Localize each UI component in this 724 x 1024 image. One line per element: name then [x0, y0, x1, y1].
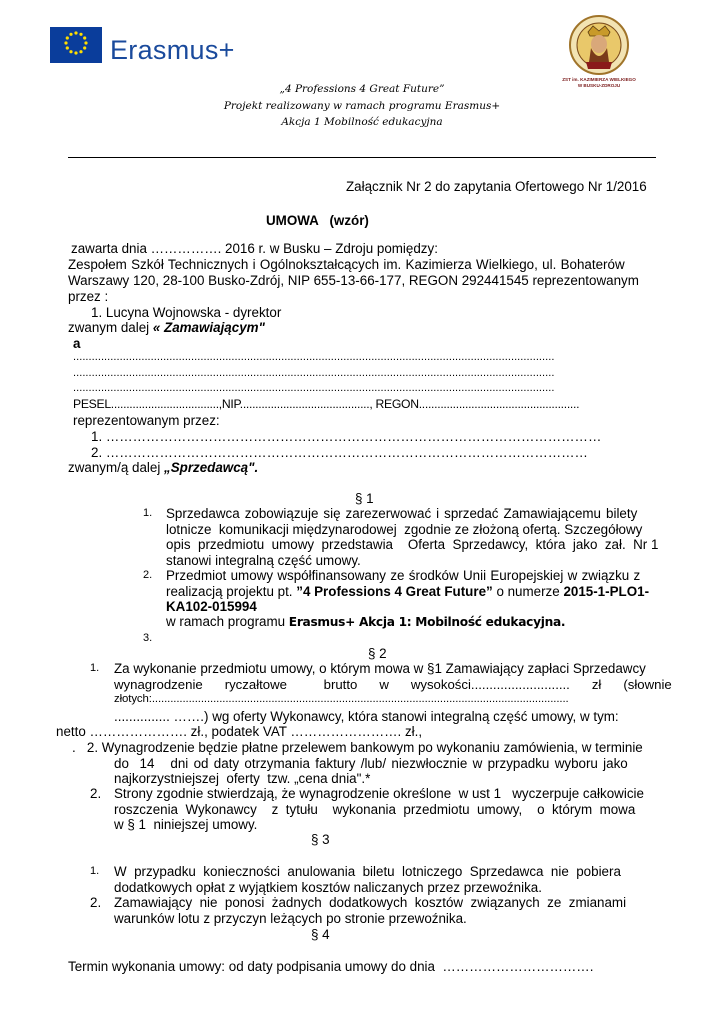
- s2-num-2: 2.: [90, 786, 102, 801]
- seller-rep-1: 1. …………………………………………………………………………………………………: [91, 429, 602, 444]
- seller-prefix: zwanym/ą dalej: [68, 460, 165, 475]
- completion-term: Termin wykonania umowy: od daty podpisania umowy do dnia …………………………….: [68, 959, 594, 974]
- project-program: Projekt realizowany w ramach programu Erasmus+: [223, 100, 501, 112]
- school-line-1: Zespołem Szkół Technicznych i Ogólnokształcących im. Kazimierza Wielkiego, ul. Bohaterów: [68, 257, 625, 272]
- annex-label: Załącznik Nr 2 do zapytania Ofertowego Nr 1/2016: [346, 179, 647, 194]
- s2-p1-l4: ............... …….) wg oferty Wykonawcy, która stanowi integralną część umowy, w tym:: [114, 709, 619, 724]
- program-name: Erasmus+ Akcja 1: Mobilność edukacyjna.: [288, 615, 566, 629]
- project-name: ”4 Professions 4 Great Future”: [296, 584, 493, 599]
- buyer-prefix: zwanym dalej: [68, 320, 153, 335]
- s1-p1-l2: lotnicze komunikacji międzynarodowej zgodnie ze złożoną ofertą. Szczegółowy: [166, 522, 643, 537]
- s1-p2-l4: [166, 614, 565, 629]
- seller-represented: reprezentowanym przez:: [73, 413, 220, 428]
- s3-num-1: 1.: [90, 865, 100, 877]
- contract-intro: zawarta dnia ……………. 2016 r. w Busku – Zdroju pomiędzy:: [71, 241, 438, 256]
- section-1-heading: § 1: [355, 491, 374, 506]
- s2-p3-l1: Strony zgodnie stwierdzają, że wynagrodzenie określone w ust 1 wyczerpuje całkowicie: [114, 786, 644, 801]
- school-crest-icon: [564, 14, 634, 76]
- s3-p2-l2: warunków lotu z przyczyn leżących po stronie przewoźnika.: [114, 911, 467, 926]
- section-3-heading: § 3: [311, 832, 330, 847]
- eu-flag-icon: [50, 27, 102, 63]
- and-label: a: [73, 336, 81, 351]
- project-number-part2: KA102-015994: [166, 599, 257, 614]
- s2-p1-l5: netto …………………. zł., podatek VAT ……………………. zł.,: [56, 724, 423, 739]
- seller-blank-2: ...........................................................................................................................................................: [73, 367, 555, 379]
- s2-p2-l2: do 14 dni od daty otrzymania faktury /lub/ niezwłocznie w przypadku wyboru jako: [114, 756, 628, 771]
- s3-p2-l1: Zamawiający nie ponosi żadnych dodatkowych kosztów związanych ze zmianami: [114, 895, 627, 910]
- s2-p1-l1: Za wykonanie przedmiotu umowy, o którym mowa w §1 Zamawiający zapłaci Sprzedawcy: [114, 661, 646, 676]
- school-line-3: przez :: [68, 289, 109, 304]
- s2-p3-l2: roszczenia Wykonawcy z tytułu wykonania przedmiotu umowy, o którym mowa: [114, 802, 636, 817]
- s2-p2-l3: najkorzystniejszej oferty tzw. „cena dnia".*: [114, 771, 371, 786]
- section-4-heading: § 4: [311, 927, 330, 942]
- section-2-heading: § 2: [368, 646, 387, 661]
- header-divider: [68, 157, 656, 158]
- s1-p2-l2c: o numerze: [492, 584, 564, 599]
- s1-p1-l4: stanowi integralną część umowy.: [166, 553, 361, 568]
- s1-p2-l2: [166, 584, 649, 599]
- s1-p1-l1: Sprzedawca zobowiązuje się zarezerwować i sprzedać Zamawiającemu bilety: [166, 506, 638, 521]
- school-representative: 1. Lucyna Wojnowska - dyrektor: [91, 305, 282, 320]
- buyer-designation: [68, 320, 265, 335]
- seller-designation: [68, 460, 258, 475]
- buyer-name: « Zamawiającym": [152, 320, 265, 335]
- seller-rep-2: 2. ………………………………………………………………………………………………: [91, 445, 588, 460]
- erasmus-logo-text: Erasmus+: [110, 35, 235, 65]
- s3-p1-l1: W przypadku konieczności anulowania biletu lotniczego Sprzedawca nie pobiera: [114, 864, 621, 879]
- s2-p3-l3: w § 1 niniejszej umowy.: [114, 817, 258, 832]
- document-title: UMOWA (wzór): [266, 213, 369, 228]
- s2-p2-l1: . 2. Wynagrodzenie będzie płatne przelewem bankowym po wykonaniu zamówienia, w terminie: [72, 740, 643, 755]
- s1-num-2: 2.: [143, 569, 153, 581]
- s1-p1-l3: opis przedmiotu umowy przedstawia Oferta Sprzedawcy, która jako zał. Nr 1: [166, 537, 659, 552]
- s1-p2-l1: Przedmiot umowy współfinansowany ze środków Unii Europejskiej w związku z: [166, 568, 641, 583]
- s2-p1-l3: złotych:........................................................................................................................................: [114, 693, 569, 705]
- seller-ids: PESEL...................................,NIP.........................................., REGON....................................................: [73, 397, 580, 411]
- seller-name: „Sprzedawcą".: [164, 460, 259, 475]
- school-crest-caption: ZST im. KAZIMIERZA WIELKIEGO W BUSKU-ZDROJU: [562, 77, 636, 88]
- project-number-part1: 2015-1-PLO1-: [563, 584, 650, 599]
- s1-num-3: 3.: [143, 632, 153, 644]
- school-crest: [560, 14, 638, 94]
- erasmus-logo: [50, 27, 250, 71]
- s1-p2-l2a: realizacją projektu pt.: [166, 584, 297, 599]
- s1-num-1: 1.: [143, 507, 153, 519]
- s1-p2-l4a: w ramach programu: [166, 614, 289, 629]
- s2-p1-l2: wynagrodzenie ryczałtowe brutto w wysokości........................... zł (słownie: [114, 677, 672, 692]
- s3-p1-l2: dodatkowych opłat z wyjątkiem kosztów naliczanych przez przewoźnika.: [114, 880, 542, 895]
- seller-blank-3: ...........................................................................................................................................................: [73, 382, 555, 394]
- s3-num-2: 2.: [90, 895, 102, 910]
- project-title: „4 Professions 4 Great Future”: [279, 83, 445, 95]
- school-line-2: Warszawy 120, 28-100 Busko-Zdrój, NIP 655-13-66-177, REGON 292441545 reprezentowanym: [68, 273, 639, 288]
- s2-num-1: 1.: [90, 662, 100, 674]
- seller-blank-1: ...........................................................................................................................................................: [73, 351, 555, 363]
- project-action: Akcja 1 Mobilność edukacyjna: [281, 116, 443, 128]
